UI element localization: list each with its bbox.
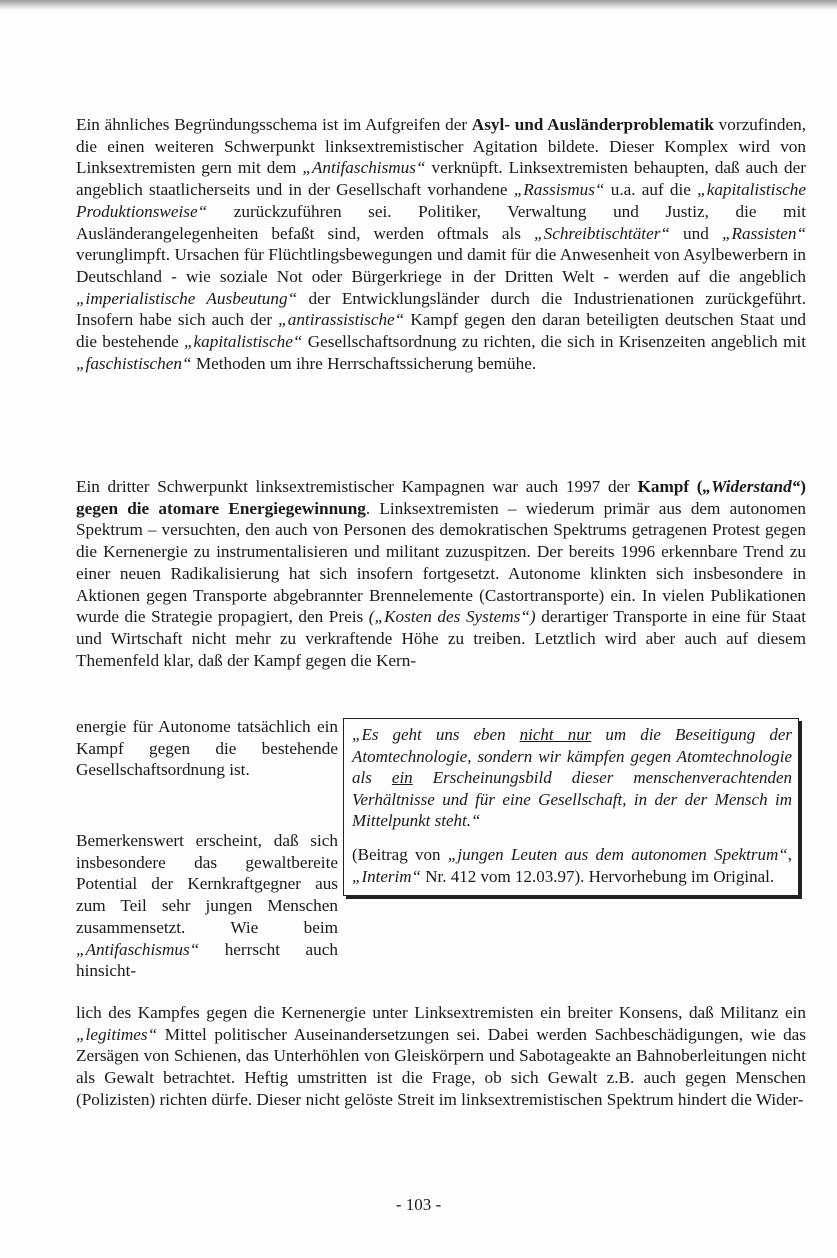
- quote-box: [343, 718, 799, 896]
- paragraph-kernenergie-continued: energie für Autonome tatsächlich ein Kampf gegen die bestehende Gesellschaftsordnung ist.: [76, 717, 338, 780]
- page-number: - 103 -: [395, 1195, 442, 1214]
- scan-top-edge: [0, 0, 837, 10]
- quote-source: (Beitrag von „jungen Leuten aus dem autonomen Spektrum“, „Interim“ Nr. 412 vom 12.03.97). Hervorhebung im Original.: [352, 844, 792, 886]
- quote-text: „Es geht uns eben nicht nur um die Beseitigung der Atomtechnologie, sondern wir kämpfen gegen Atomtechnologie als ein Erscheinungsbild dieser menschenverachtenden Verhältnisse und für eine Gesellschaft, in der der Mensch im Mittelpunkt steht.“: [352, 725, 793, 831]
- paragraph-bemerkenswert: Bemerkenswert erscheint, daß sich insbesondere das gewaltbereite Potential der Kernkraftgegner aus zum Teil sehr jungen Menschen zusammensetzt. Wie beim „Antifaschismus“ herrscht auch hinsicht-: [76, 831, 338, 981]
- paragraph-asyl: Ein ähnliches Begründungsschema ist im Aufgreifen der Asyl- und Ausländerproblematik vorzufinden, die einen weiteren Schwerpunkt linksextremistischer Agitation bildete. Dieser Komplex wird von Linksextremisten gern mit dem „Antifaschismus“ verknüpft. Linksextremisten behaupten, daß auch der angeblich staatlicherseits und in der Gesellschaft vorhandene „Rassismus“ u.a. auf die „kapitalistische Produktionsweise“ zurückzuführen sei. Politiker, Verwaltung und Justiz, die mit Ausländerangelegenheiten befaßt sind, werden oftmals als „Schreibtischtäter“ und „Rassisten“ verunglimpft. Ursachen für Flüchtlingsbewegungen und damit für die Anwesenheit von Asylbewerbern in Deutschland - wie soziale Not oder Bürgerkriege in der Dritten Welt - werden auf die angeblich „imperialistische Ausbeutung“ der Entwicklungsländer durch die Industrienationen zurückgeführt. Insofern habe sich auch der „antirassistische“ Kampf gegen den daran beteiligten deutschen Staat und die bestehende „kapitalistische“ Gesellschaftsordnung zu richten, die sich in Krisenzeiten angeblich mit „faschistischen“ Methoden um ihre Herrschaftssicherung bemühe.: [76, 115, 807, 373]
- paragraph-bemerkenswert-continued: lich des Kampfes gegen die Kernenergie unter Linksextremisten ein breiter Konsens, daß Militanz ein „legitimes“ Mittel politischer Auseinandersetzungen sei. Dabei werden Sachbeschädigungen, wie das Zersägen von Schienen, das Unterhöhlen von Gleiskörpern und Sabotageakte an Bahnoberleitungen nicht als Gewalt betrachtet. Heftig umstritten ist die Frage, ob sich Gewalt z.B. auch gegen Menschen (Polizisten) richten dürfe. Dieser nicht gelöste Streit im linksextremistischen Spektrum hindert die Wider-: [76, 1003, 806, 1109]
- paragraph-kernenergie: Ein dritter Schwerpunkt linksextremistischer Kampagnen war auch 1997 der Kampf („Widerstand“) gegen die atomare Energiegewinnung. Linksextremisten – wiederum primär aus dem autonomen Spektrum – versuchten, den auch von Personen des demokratischen Spektrums getragenen Protest gegen die Kernenergie zu instrumentalisieren und militant zuzuspitzen. Der bereits 1996 erkennbare Trend zu einer neuen Radikalisierung hat sich insofern fortgesetzt. Autonome klinkten sich insbesondere in Aktionen gegen Transporte abgebrannter Brennelemente (Castortransporte) ein. In vielen Publikationen wurde die Strategie propagiert, den Preis („Kosten des Systems“) derartiger Transporte in eine für Staat und Wirtschaft nicht mehr zu verkraftende Höhe zu treiben. Letztlich wird aber auch auf diesem Themenfeld klar, daß der Kampf gegen die Kern-: [76, 477, 807, 670]
